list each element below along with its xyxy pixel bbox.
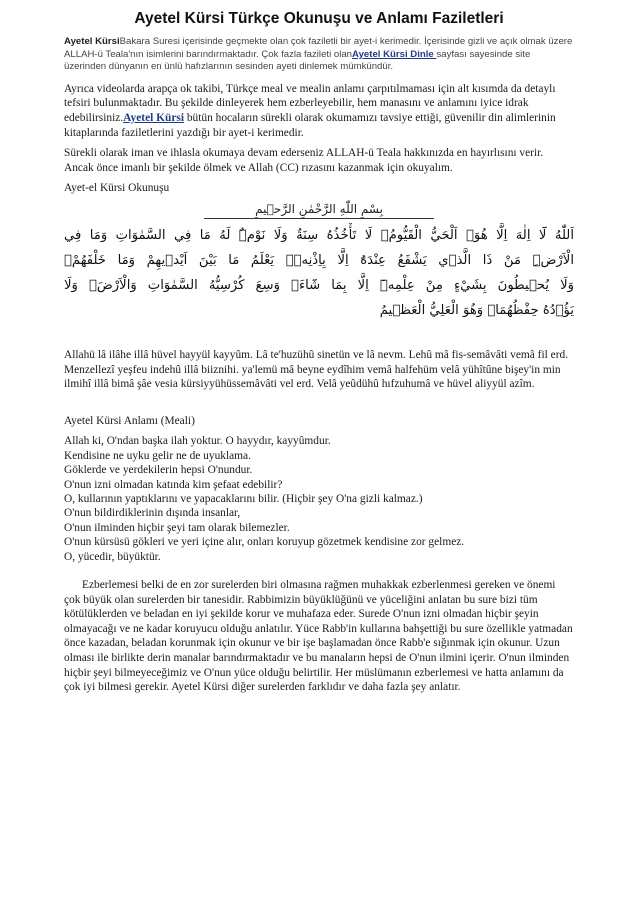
para1-text-2: bütün hocaların sürekli olarak okumamızı tavsiye ettiği, güvenilir din alimlerinin kitaplarında faziletlerini yazdığı bir ayet-i kerimedir. bbox=[64, 111, 556, 139]
transliteration-paragraph: Allahü lâ ilâhe illâ hüvel hayyül kayyûm. Lâ te'huzühû sinetün ve lâ nevm. Lehû mâ fis-semâvâti vemâ fil erd. Menzellezî yeşfeu indehû illâ biiznihi. ya'lemü mâ beyne eydîhim vemâ halfehüm velâ yühîtûne bişey'in min ilmihî illâ bimâ şâe vesia kürsiyyühüssemâvâti vel erd. Velâ yeûdühû hıfzuhumâ ve hüvel aliyyül azîm. bbox=[64, 348, 569, 391]
intro-bold-lead: Ayetel Kürsi bbox=[64, 36, 120, 47]
meal-line: O'nun izni olmadan katında kim şefaat edebilir? bbox=[64, 478, 283, 491]
page-title: Ayetel Kürsi Türkçe Okunuşu ve Anlamı Faziletleri bbox=[134, 10, 504, 27]
meal-line: O'nun kürsüsü gökleri ve yeri içine alır, onları koruyup gözetmek kendisine zor gelmez. bbox=[64, 536, 465, 549]
spacer bbox=[64, 398, 574, 414]
paragraph-iman: Sürekli olarak iman ve ihlasla okumaya devam ederseniz ALLAH-ü Teala hakkınızda en hayırlısını verir. Ancak önce imanlı bir şekilde ölmek ve Allah (CC) rızasını kazanmak için okuyalım. bbox=[64, 147, 544, 174]
meal-line: Kendisine ne uyku gelir ne de uyuklama. bbox=[64, 449, 251, 462]
arabic-line-2: الْاَرْضِۜ مَنْ ذَا الَّذ۪ي يَشْفَعُ عِنْدَهُٓ اِلَّا بِاِذْنِه۪ۜ يَعْلَمُ مَا بَيْنَ اَيْد۪يهِمْ وَمَا خَلْفَهُمْۚ bbox=[64, 252, 574, 268]
meal-line: Allah ki, O'ndan başka ilah yoktur. O hayydır, kayyûmdur. bbox=[64, 435, 331, 448]
intro-paragraph bbox=[64, 36, 574, 74]
arabic-line-4: يَؤُ۫دُهُ حِفْظُهُمَاۚ وَهُوَ الْعَلِيُّ الْعَظ۪يمُ bbox=[379, 302, 574, 318]
arabic-line-3: وَلَا يُح۪يطُونَ بِشَيْءٍ مِنْ عِلْمِه۪ٓ اِلَّا بِمَا شَٓاءَۚ وَسِعَ كُرْسِيُّهُ السَّمٰوَاتِ وَالْاَرْضَۚ وَلَا bbox=[64, 277, 574, 293]
arabic-line-1: اَللّٰهُ لَٓا اِلٰهَ اِلَّا هُوَۚ اَلْحَيُّ الْقَيُّومُۚ لَا تَأْخُذُهُ سِنَةٌ وَلَا نَوْمٌۜ لَهُ مَا فِي السَّمٰوَاتِ وَمَا فِي bbox=[64, 227, 574, 243]
heading-okunus: Ayet-el Kürsi Okunuşu bbox=[64, 182, 170, 195]
meal-line: O, yücedir, büyüktür. bbox=[64, 550, 161, 563]
meal-line: O'nun bildirdiklerinin dışında insanlar, bbox=[64, 507, 241, 520]
para1-text-1: Ayrıca videolarda arapça ok takibi, Türkçe meal ve mealin anlamı çarpıtılmaması için alt kısımda da detaylı tefsiri bulunmaktadır. Bu şekilde dinleyerek hem ezberleyebilir, hem manasını ve anlamını iyice idrak edebilirsiniz. bbox=[64, 82, 556, 124]
bismillah-line: بِسْمِ اللّٰهِ الرَّحْمٰنِ الرَّح۪يمِ bbox=[204, 202, 434, 219]
meal-lines bbox=[64, 434, 574, 564]
meal-line: O, kullarının yaptıklarını ve yapacaklarını bilir. (Hiçbir şey O'na gizli kalmaz.) bbox=[64, 492, 423, 505]
meal-line: Göklerde ve yerdekilerin hepsi O'nundur. bbox=[64, 464, 253, 477]
intro-text-2: sayfası sayesinde site üzerinden dünyanın en ünlü hafızlarının sesinden ayeti dinlemek mümkündür. bbox=[64, 48, 531, 73]
final-paragraph: Ezberlemesi belki de en zor surelerden biri olmasına rağmen muhakkak ezberlenmesi gereken ve önemi çok büyük olan surelerden bir tanesidir. Rabbimizin büyüklüğünü ve yüceliğini anlatan bu sure bizi tüm kötülüklerden ve beladan en iyi şekilde korur ve muhafaza eder. Surede O'nun izni olmadan hiçbir şeyin olmayacağı ve ne kadar koruyucu olduğu anlatılır. Yüce Rabb'in kullarına bahşettiği bu sure özellikle yatmadan önce kazadan, beladan korunmak için okunur ve bir işe başlamadan önce Rabb'e sığınmak için okunur. Uzun olması ile birlikte derin manalar barındırmaktadır ve bu manaların hepsi de O'nun ilmini içerir. O'nun ilminden hiçbir şeyi bilmeyeceğimiz ve O'nun yüce olduğu belirtilir. Her müslümanın ezberlemesi ve hatta anlamını da çok iyi bilmesi gerekir. Ayetel Kürsi diğer surelerden farklıdır ve daha fazla şey anlatır. bbox=[64, 578, 573, 694]
ayetel-kursi-dinle-link[interactable]: Ayetel Kürsi Dinle bbox=[352, 48, 437, 60]
ayetel-kursi-link[interactable]: Ayetel Kürsi bbox=[123, 111, 184, 124]
meal-line: O'nun ilminden hiçbir şeyi tam olarak bilemezler. bbox=[64, 521, 290, 534]
arabic-verse-block bbox=[64, 202, 574, 330]
intro-text-1: Bakara Suresi içerisinde geçmekte olan çok faziletli bir ayet-i kerimedir. İçerisinde gizli ve açık olmak üzere ALLAH-ü Teala'nın isimlerini barındırmaktadır. Çok fazla fazileti olan bbox=[64, 36, 573, 60]
heading-meal: Ayetel Kürsi Anlamı (Meali) bbox=[64, 414, 195, 427]
paragraph-videos bbox=[64, 82, 574, 140]
